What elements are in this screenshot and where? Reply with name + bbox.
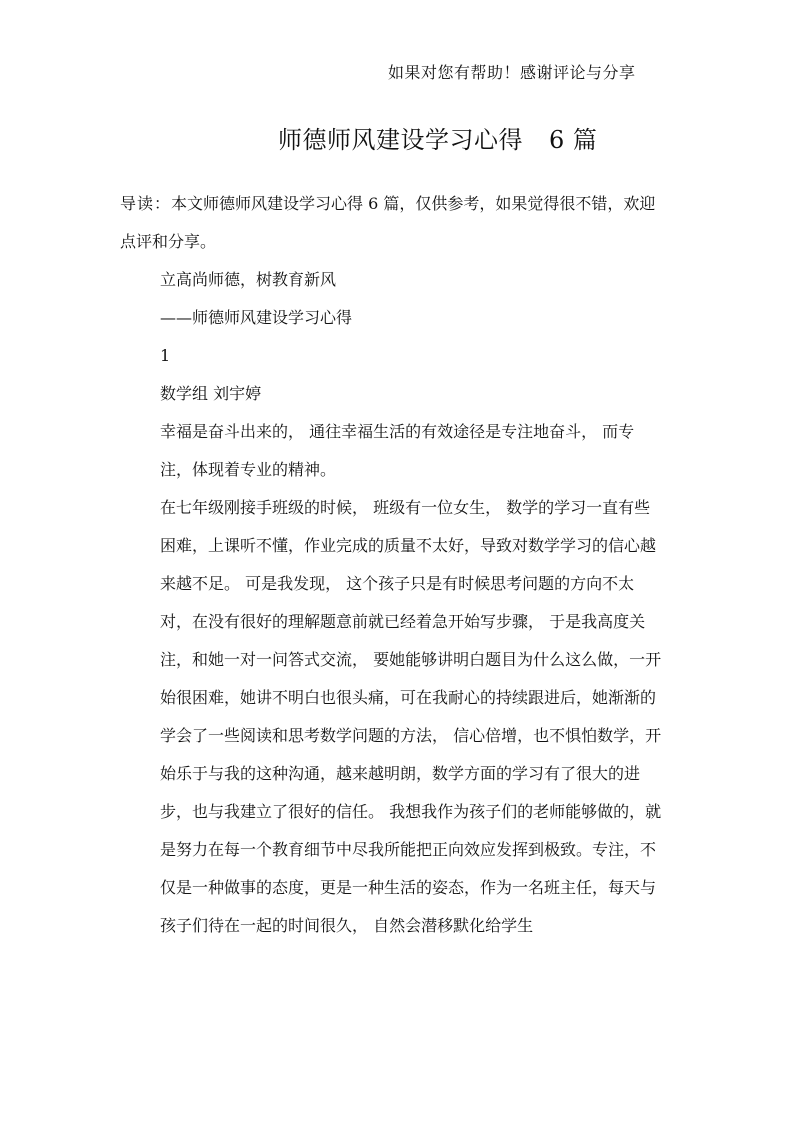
lead-label: 导读： [120,194,172,213]
title-text: 师德师风建设学习心得 [278,126,523,154]
lead-paragraph [120,185,665,261]
document-title [278,120,597,155]
title-count: 6 篇 [549,126,598,154]
body-paragraph: 在七年级刚接手班级的时候， 班级有一位女生， 数学的学习一直有些困难，上课听不懂，作业完成的质量不太好，导致对数学学习的信心越来越不足。 可是我发现， 这个孩子只是有时候思考问题的方向不太对，在没有很好的理解题意前就已经着急开始写步骤， 于是我高度关注，和她一对一问答式交流， 要她能够讲明白题目为什么这么做，一开始很困难，她讲不明白也很头痛，可在我耐心的持续跟进后，她渐渐的学会了一些阅读和思考数学问题的方法， 信心倍增，也不惧怕数学，开始乐于与我的这种沟通，越来越明朗，数学方面的学习有了很大的进步，也与我建立了很好的信任。 我想我作为孩子们的老师能够做的，就是努力在每一个教育细节中尽我所能把正向效应发挥到极致。专注，不仅是一种做事的态度，更是一种生活的姿态，作为一名班主任，每天与孩子们待在一起的时间很久， 自然会潜移默化给学生 [160,498,662,935]
article-subheading: ——师德师风建设学习心得 [160,308,353,327]
header-note: 如果对您有帮助！感谢评论与分享 [388,63,636,82]
article-author: 数学组 刘宇婷 [160,384,262,403]
article-number: 1 [160,346,171,365]
lead-text: 本文师德师风建设学习心得 6 篇，仅供参考，如果觉得很不错，欢迎点评和分享。 [120,194,656,251]
body-paragraph: 幸福是奋斗出来的， 通往幸福生活的有效途径是专注地奋斗， 而专注，体现着专业的精神。 [160,422,635,479]
document-body [120,185,665,945]
article-heading: 立高尚师德，树教育新风 [160,270,337,289]
